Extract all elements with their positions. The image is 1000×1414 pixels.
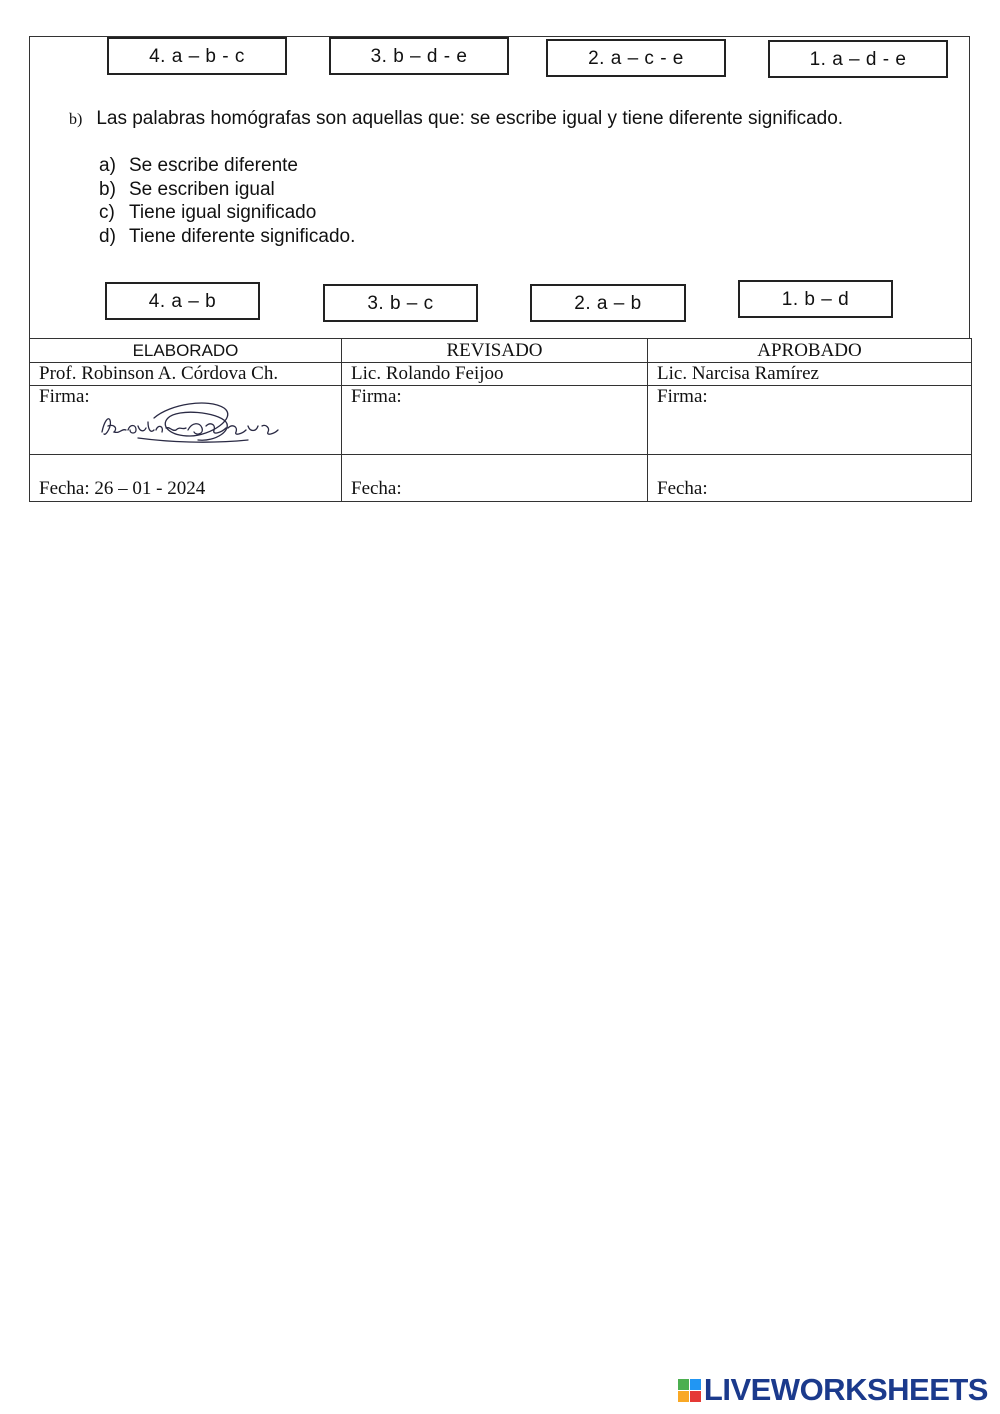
firma-revisado: Firma: [342,386,648,455]
signoff-fecha-row [30,455,972,502]
answer-box-3-top[interactable] [329,37,509,75]
firma-aprobado: Firma: [648,386,972,455]
logo-square [690,1379,701,1390]
answer-box-2[interactable] [530,284,686,322]
option-item [99,178,355,202]
answer-box-1-top[interactable] [768,40,948,78]
answer-label: 2. a – b [574,292,642,314]
option-text: Se escribe diferente [129,155,298,176]
option-item [99,201,355,225]
option-item [99,225,355,249]
header-elaborado: ELABORADO [30,339,342,363]
signoff-names-row [30,363,972,386]
option-letter: c) [99,202,115,223]
name-aprobado: Lic. Narcisa Ramírez [648,363,972,386]
header-aprobado: APROBADO [648,339,972,363]
answer-box-4-top[interactable] [107,37,287,75]
option-letter: a) [99,155,116,176]
signoff-firma-row [30,386,972,455]
logo-text: LIVEWORKSHEETS [703,1372,988,1407]
logo-square [678,1391,689,1402]
answer-label: 3. b – c [367,292,434,314]
answer-label: 1. b – d [781,288,850,310]
option-text: Se escriben igual [129,178,275,200]
answer-box-3[interactable] [323,284,478,322]
name-revisado: Lic. Rolando Feijoo [342,363,648,386]
option-letter: d) [99,225,116,247]
liveworksheets-logo[interactable] [678,1372,988,1408]
answer-label: 3. b – d - e [370,45,468,67]
logo-square [678,1379,689,1390]
fecha-aprobado: Fecha: [648,455,972,502]
handwritten-signature [98,396,288,450]
logo-square [690,1391,701,1402]
question-text: Las palabras homógrafas son aquellas que: se escribe igual y tiene diferente significado. [96,108,844,129]
answer-label: 4. a – b [148,290,217,312]
answer-label: 2. a – c - e [588,47,684,69]
firma-label: Firma: [39,386,90,407]
signoff-table [29,338,972,502]
option-text: Tiene igual significado [129,202,317,223]
answer-box-2-top[interactable] [546,39,726,77]
fecha-revisado: Fecha: [342,455,648,502]
logo-mark-icon [678,1379,701,1402]
option-list [99,154,355,248]
question-statement [69,108,843,130]
option-item [99,154,355,178]
name-elaborado: Prof. Robinson A. Córdova Ch. [30,363,342,386]
signoff-header-row [30,339,972,363]
answer-label: 4. a – b - c [149,45,245,67]
option-text: Tiene diferente significado. [129,225,356,247]
answer-label: 1. a – d - e [809,48,907,70]
fecha-elaborado: Fecha: 26 – 01 - 2024 [30,455,342,502]
option-letter: b) [99,178,116,200]
header-revisado: REVISADO [342,339,648,363]
question-letter: b) [69,111,83,128]
firma-elaborado [30,386,342,455]
answer-box-1[interactable] [738,280,893,318]
answer-box-4[interactable] [105,282,260,320]
